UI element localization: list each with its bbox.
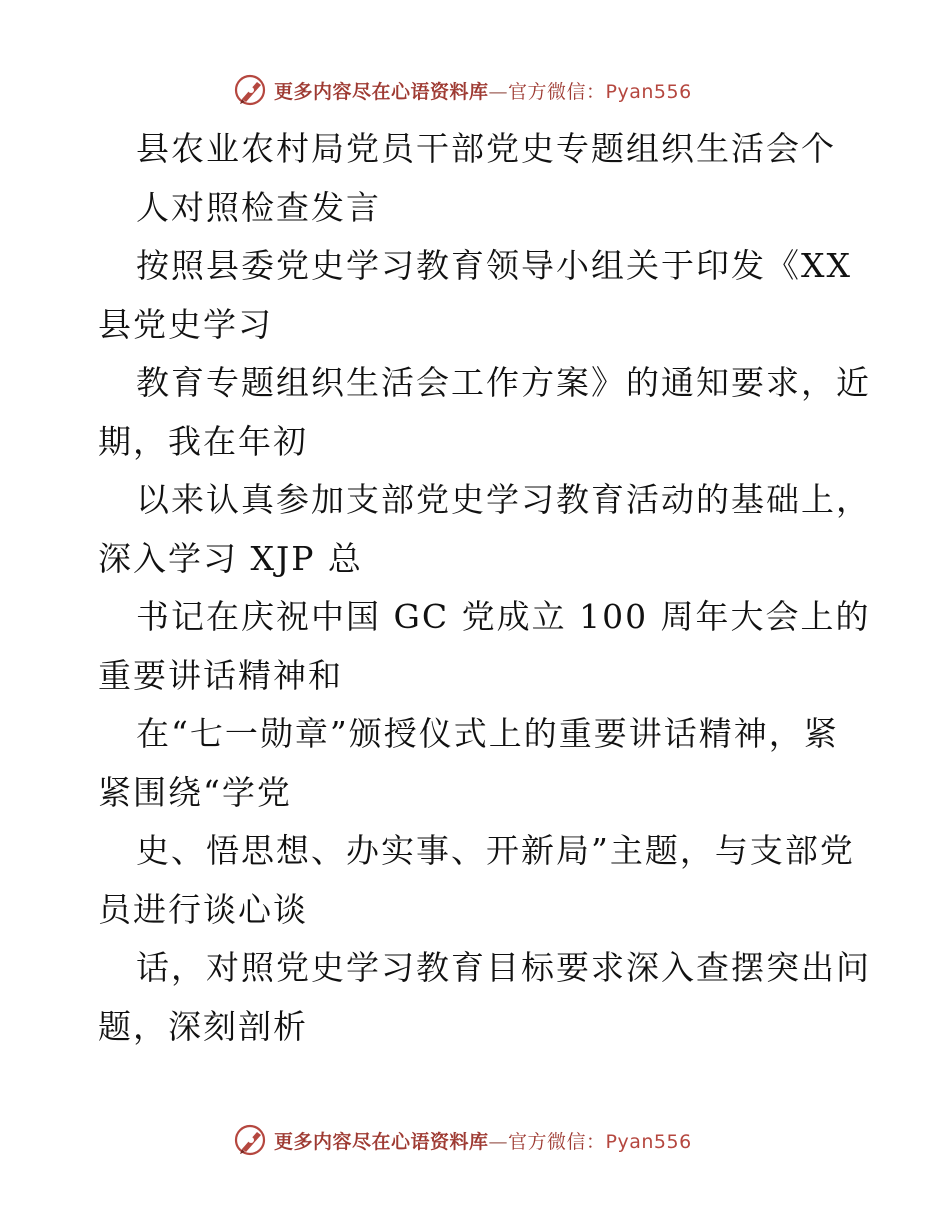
watermark-wechat-label: 官方微信： xyxy=(508,1130,606,1153)
paragraph-line: 题，深刻剖析 xyxy=(98,1006,308,1046)
pen-logo-icon xyxy=(234,73,268,107)
watermark-handle: Pyan556 xyxy=(605,1130,692,1153)
watermark-separator: — xyxy=(488,1130,509,1153)
watermark-label: 更多内容尽在心语资料库 xyxy=(274,80,489,103)
paragraph-line: 员进行谈心谈 xyxy=(98,889,308,929)
paragraph-line: 教育专题组织生活会工作方案》的通知要求，近 xyxy=(136,363,871,402)
title-line-2: 人对照检查发言 xyxy=(136,187,381,227)
document-body xyxy=(98,120,871,1056)
paragraph-line: 紧围绕“学党 xyxy=(98,772,292,812)
watermark-wechat-label: 官方微信： xyxy=(508,80,606,103)
paragraph-line: 深入学习 XJP 总 xyxy=(98,538,363,578)
watermark-header xyxy=(234,72,692,108)
watermark-label: 更多内容尽在心语资料库 xyxy=(274,1130,489,1153)
watermark-separator: — xyxy=(488,80,509,103)
pen-logo-icon xyxy=(234,1123,268,1157)
paragraph-line: 重要讲话精神和 xyxy=(98,655,343,695)
title-line-1: 县农业农村局党员干部党史专题组织生活会个 xyxy=(136,129,836,168)
watermark-handle: Pyan556 xyxy=(605,80,692,103)
paragraph-line: 史、悟思想、办实事、开新局”主题，与支部党 xyxy=(136,831,855,870)
watermark-footer xyxy=(234,1122,692,1158)
paragraph-line: 在“七一勋章”颁授仪式上的重要讲话精神，紧 xyxy=(136,714,839,753)
paragraph-line: 以来认真参加支部党史学习教育活动的基础上， xyxy=(136,480,871,519)
paragraph-line: 话，对照党史学习教育目标要求深入查摆突出问 xyxy=(136,948,871,987)
paragraph-line: 县党史学习 xyxy=(98,304,273,344)
paragraph-line: 书记在庆祝中国 GC 党成立 100 周年大会上的 xyxy=(136,597,871,636)
watermark-text xyxy=(274,77,692,104)
watermark-text xyxy=(274,1127,692,1154)
paragraph-line: 期，我在年初 xyxy=(98,421,308,461)
paragraph-line: 按照县委党史学习教育领导小组关于印发《XX xyxy=(136,246,852,285)
